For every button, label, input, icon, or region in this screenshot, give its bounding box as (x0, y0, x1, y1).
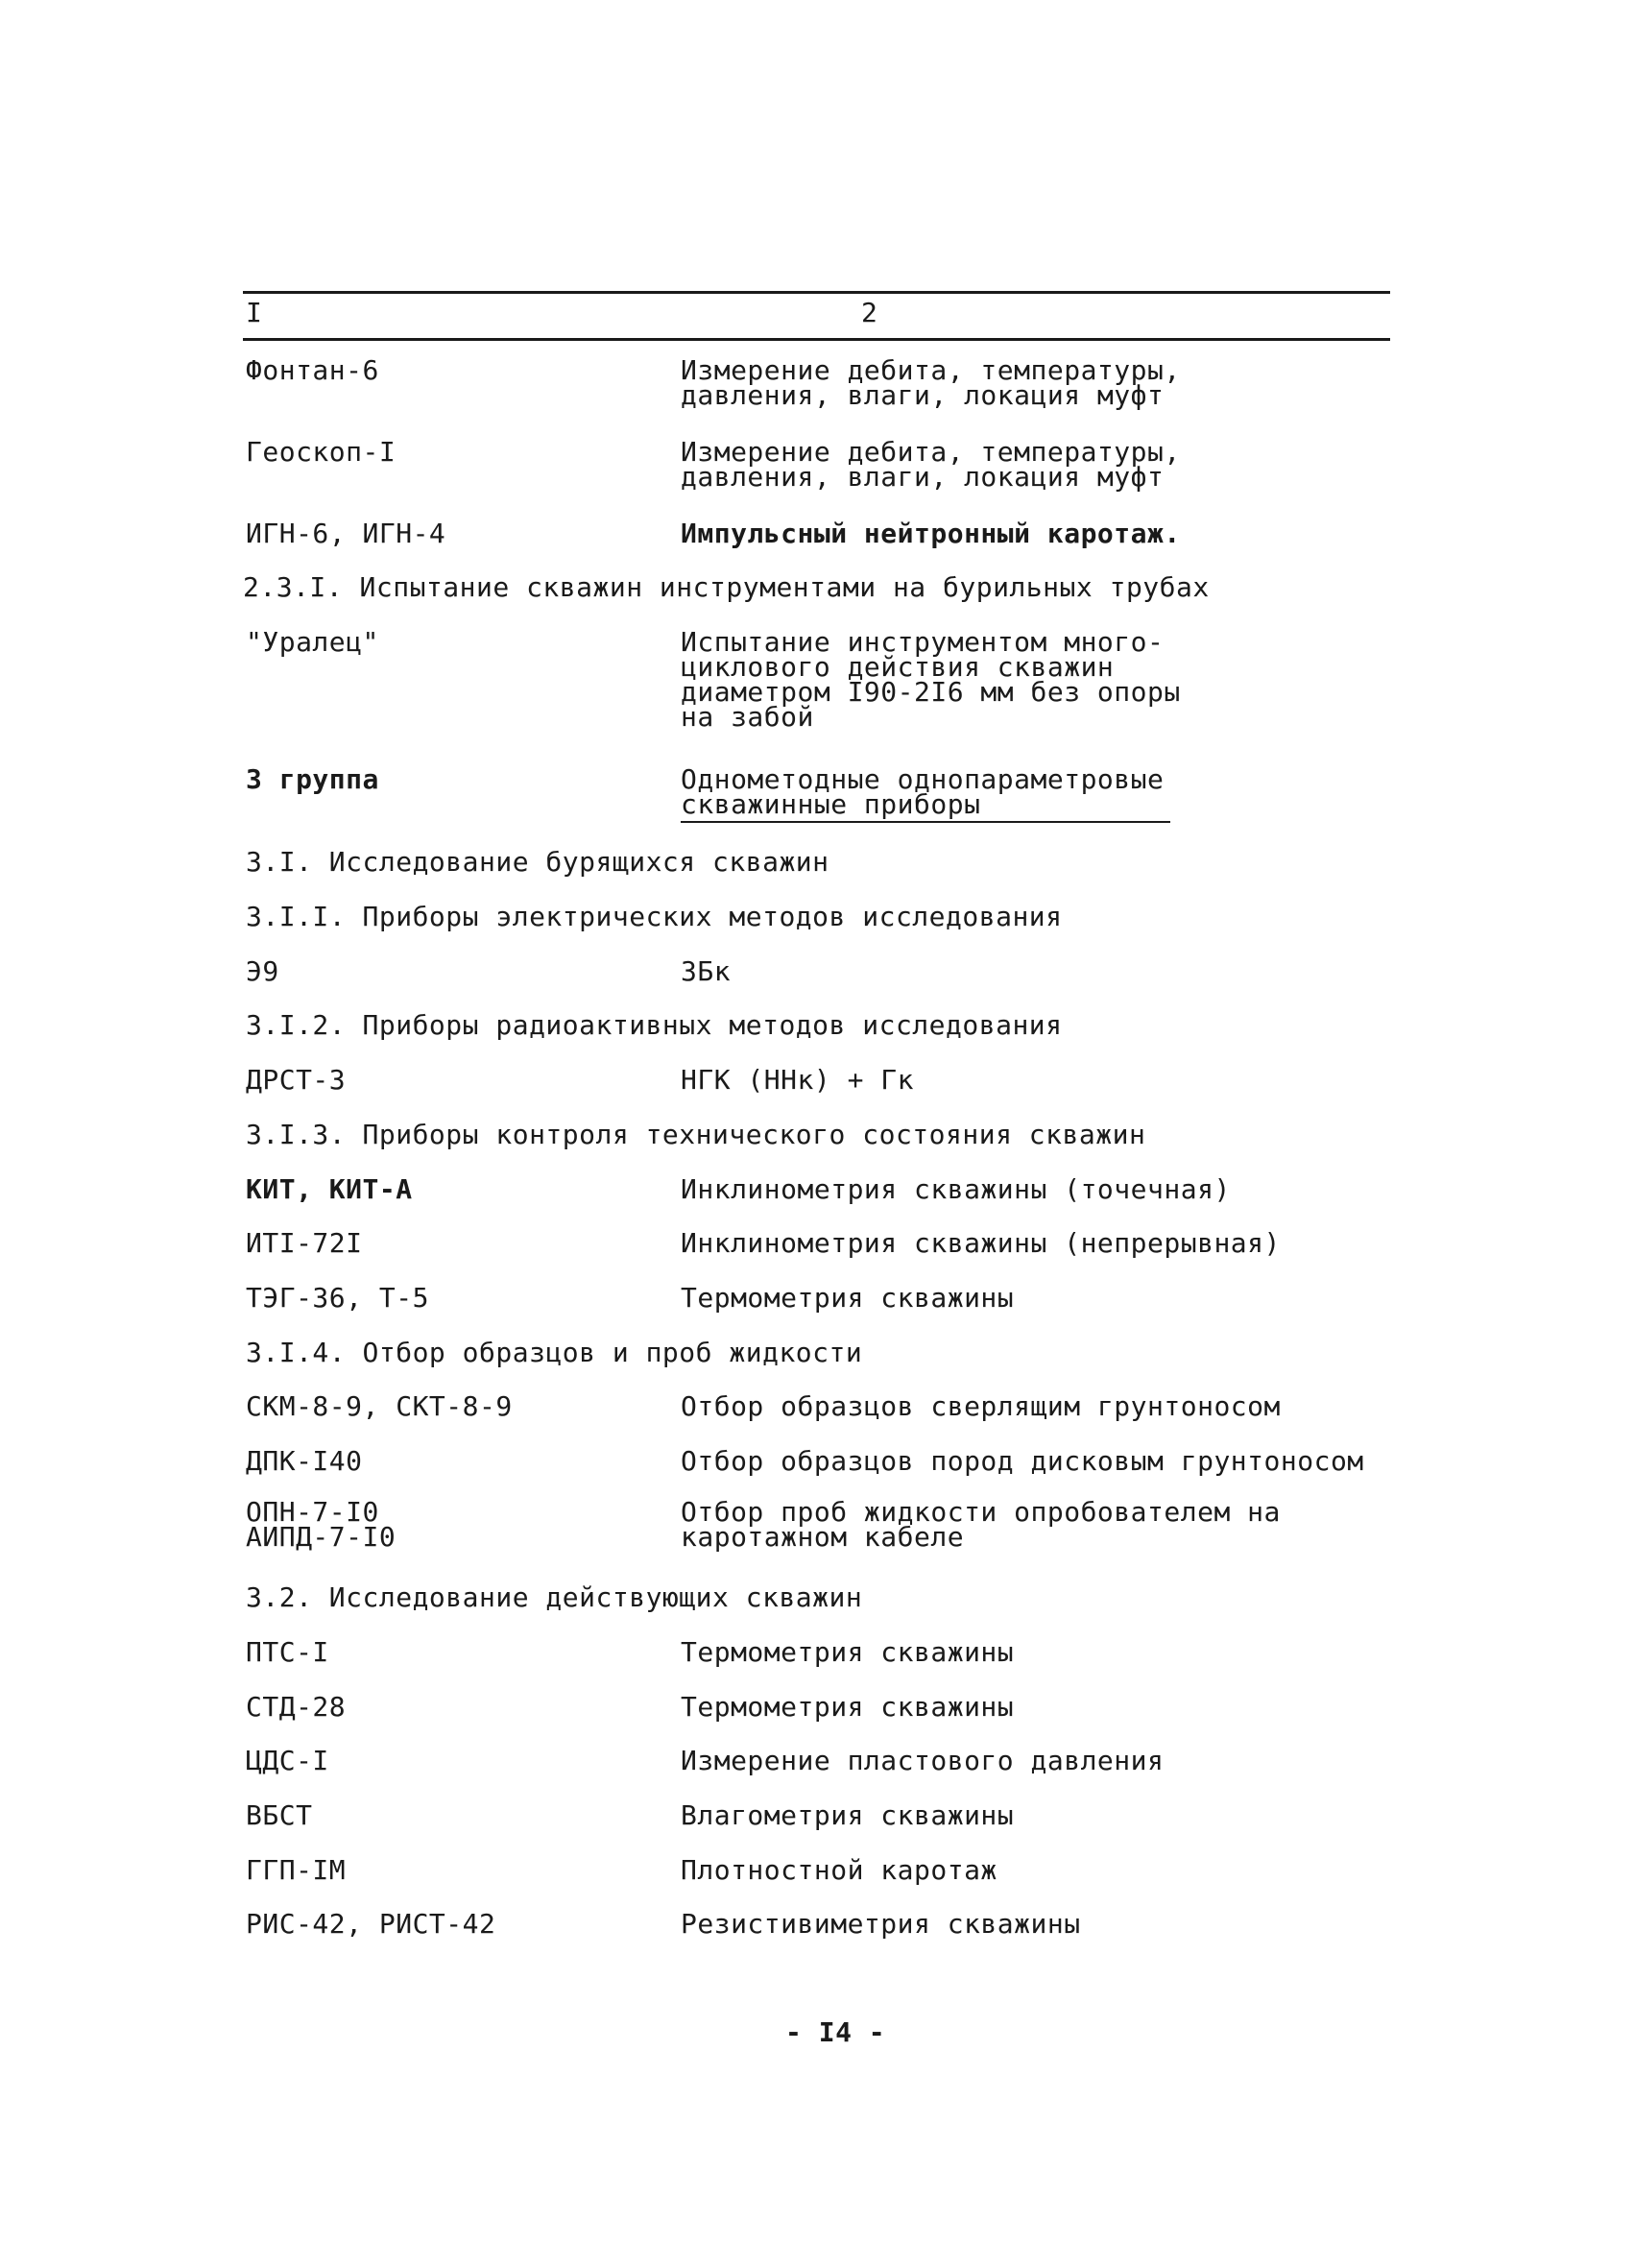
instrument-description: давления, влаги, локация муфт (681, 461, 1165, 493)
instrument-description: Испытание инструментом много- (681, 626, 1165, 658)
instrument-name: ВБСТ (246, 1799, 313, 1831)
instrument-name: Фонтан-6 (246, 354, 379, 386)
column-2-header: 2 (861, 297, 878, 328)
instrument-description: Отбор образцов сверлящим грунтоносом (681, 1390, 1281, 1422)
column-1-header: I (246, 297, 263, 328)
instrument-description: Плотностной каротаж (681, 1854, 997, 1886)
instrument-name: КИТ, КИТ-А (246, 1173, 413, 1205)
instrument-description: диаметром I90-2I6 мм без опоры (681, 676, 1181, 708)
page-number: - I4 - (785, 2016, 886, 2048)
section-heading: 3.I. Исследование бурящихся скважин (246, 846, 829, 878)
section-heading: 3.I.3. Приборы контроля технического состояния скважин (246, 1119, 1146, 1150)
instrument-description: каротажном кабеле (681, 1521, 965, 1553)
instrument-description: давления, влаги, локация муфт (681, 379, 1165, 411)
instrument-description: Импульсный нейтронный каротаж. (681, 518, 1181, 549)
instrument-name: "Уралец" (246, 626, 379, 658)
group-description: скважинные приборы (681, 788, 981, 820)
instrument-description: Термометрия скважины (681, 1282, 1015, 1314)
instrument-description: циклового действия скважин (681, 651, 1115, 683)
instrument-description: Отбор проб жидкости опробователем на (681, 1496, 1281, 1528)
group-description: Однометодные однопараметровые (681, 763, 1165, 795)
instrument-name: ИГН-6, ИГН-4 (246, 518, 446, 549)
instrument-name: ГГП-IМ (246, 1854, 347, 1886)
instrument-description: ЗБк (681, 955, 732, 987)
instrument-name: ЦДС-I (246, 1745, 329, 1776)
instrument-description: Инклинометрия скважины (точечная) (681, 1173, 1231, 1205)
section-heading: 3.I.4. Отбор образцов и проб жидкости (246, 1337, 863, 1368)
instrument-name: РИС-42, РИСТ-42 (246, 1908, 496, 1940)
instrument-description: Измерение дебита, температуры, (681, 354, 1181, 386)
instrument-name: Э9 (246, 955, 279, 987)
instrument-name: ДПК-I40 (246, 1445, 363, 1477)
instrument-name: СТД-28 (246, 1691, 347, 1723)
instrument-description: Измерение дебита, температуры, (681, 436, 1181, 468)
section-heading: 3.I.2. Приборы радиоактивных методов исследования (246, 1009, 1063, 1041)
group-underline (681, 821, 1170, 823)
group-name: 3 группа (246, 763, 379, 795)
instrument-description: Измерение пластового давления (681, 1745, 1165, 1776)
instrument-description: Резистивиметрия скважины (681, 1908, 1081, 1940)
instrument-description: Инклинометрия скважины (непрерывная) (681, 1227, 1281, 1259)
instrument-name: Геоскоп-I (246, 436, 396, 468)
header-bottom-rule (243, 338, 1390, 341)
instrument-description: Отбор образцов пород дисковым грунтоносом (681, 1445, 1364, 1477)
instrument-name: ДРСТ-3 (246, 1064, 347, 1096)
section-heading: 3.I.I. Приборы электрических методов исследования (246, 901, 1063, 932)
section-heading: 2.3.I. Испытание скважин инструментами на бурильных трубах (243, 571, 1210, 603)
instrument-description: на забой (681, 701, 814, 733)
instrument-description: Термометрия скважины (681, 1636, 1015, 1668)
instrument-name: ПТС-I (246, 1636, 329, 1668)
instrument-description: Термометрия скважины (681, 1691, 1015, 1723)
instrument-description: НГК (ННк) + Гк (681, 1064, 915, 1096)
instrument-name: СКМ-8-9, СКТ-8-9 (246, 1390, 513, 1422)
instrument-name: ТЭГ-36, Т-5 (246, 1282, 429, 1314)
instrument-name: АИПД-7-I0 (246, 1521, 396, 1553)
instrument-name: ИТI-72I (246, 1227, 363, 1259)
instrument-description: Влагометрия скважины (681, 1799, 1015, 1831)
instrument-name: ОПН-7-I0 (246, 1496, 379, 1528)
header-top-rule (243, 291, 1390, 294)
section-heading: 3.2. Исследование действующих скважин (246, 1581, 863, 1613)
